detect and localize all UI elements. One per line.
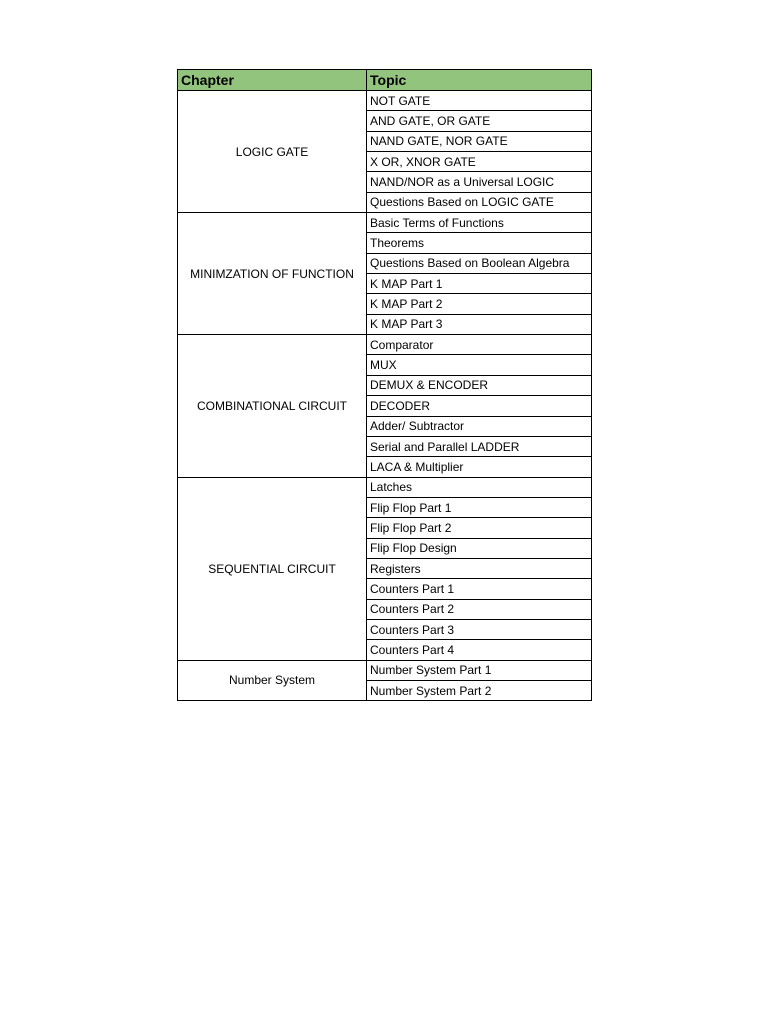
topic-cell: AND GATE, OR GATE [367, 111, 592, 131]
topic-cell: Basic Terms of Functions [367, 213, 592, 233]
topic-cell: Flip Flop Part 1 [367, 497, 592, 517]
topic-cell: X OR, XNOR GATE [367, 152, 592, 172]
header-row [178, 70, 592, 91]
topic-cell: Questions Based on LOGIC GATE [367, 192, 592, 212]
topic-cell: Counters Part 4 [367, 640, 592, 660]
table-body [178, 91, 592, 701]
topic-cell: K MAP Part 1 [367, 274, 592, 294]
chapter-cell: LOGIC GATE [178, 91, 367, 213]
topic-cell: LACA & Multiplier [367, 457, 592, 477]
table-row [178, 335, 592, 355]
topic-cell: MUX [367, 355, 592, 375]
topic-cell: Counters Part 2 [367, 599, 592, 619]
topic-cell: Registers [367, 558, 592, 578]
topic-cell: Counters Part 1 [367, 579, 592, 599]
topic-cell: Adder/ Subtractor [367, 416, 592, 436]
table-row [178, 660, 592, 680]
topic-cell: Flip Flop Design [367, 538, 592, 558]
topic-cell: Latches [367, 477, 592, 497]
topic-cell: K MAP Part 2 [367, 294, 592, 314]
topic-cell: Questions Based on Boolean Algebra [367, 253, 592, 273]
table-row [178, 213, 592, 233]
chapter-cell: COMBINATIONAL CIRCUIT [178, 335, 367, 477]
topic-cell: NAND/NOR as a Universal LOGIC [367, 172, 592, 192]
topic-cell: Theorems [367, 233, 592, 253]
chapter-column-header: Chapter [178, 70, 367, 91]
chapter-cell: MINIMZATION OF FUNCTION [178, 213, 367, 335]
topic-cell: DECODER [367, 396, 592, 416]
chapter-cell: Number System [178, 660, 367, 701]
table-row [178, 91, 592, 111]
syllabus-table [177, 69, 592, 701]
topic-cell: NOT GATE [367, 91, 592, 111]
topic-cell: Number System Part 1 [367, 660, 592, 680]
chapter-cell: SEQUENTIAL CIRCUIT [178, 477, 367, 660]
topic-cell: Number System Part 2 [367, 680, 592, 700]
topic-cell: Counters Part 3 [367, 619, 592, 639]
topic-cell: NAND GATE, NOR GATE [367, 131, 592, 151]
topic-cell: Serial and Parallel LADDER [367, 436, 592, 456]
table-row [178, 477, 592, 497]
topic-cell: Comparator [367, 335, 592, 355]
topic-cell: Flip Flop Part 2 [367, 518, 592, 538]
topic-cell: DEMUX & ENCODER [367, 375, 592, 395]
topic-column-header: Topic [367, 70, 592, 91]
topic-cell: K MAP Part 3 [367, 314, 592, 334]
